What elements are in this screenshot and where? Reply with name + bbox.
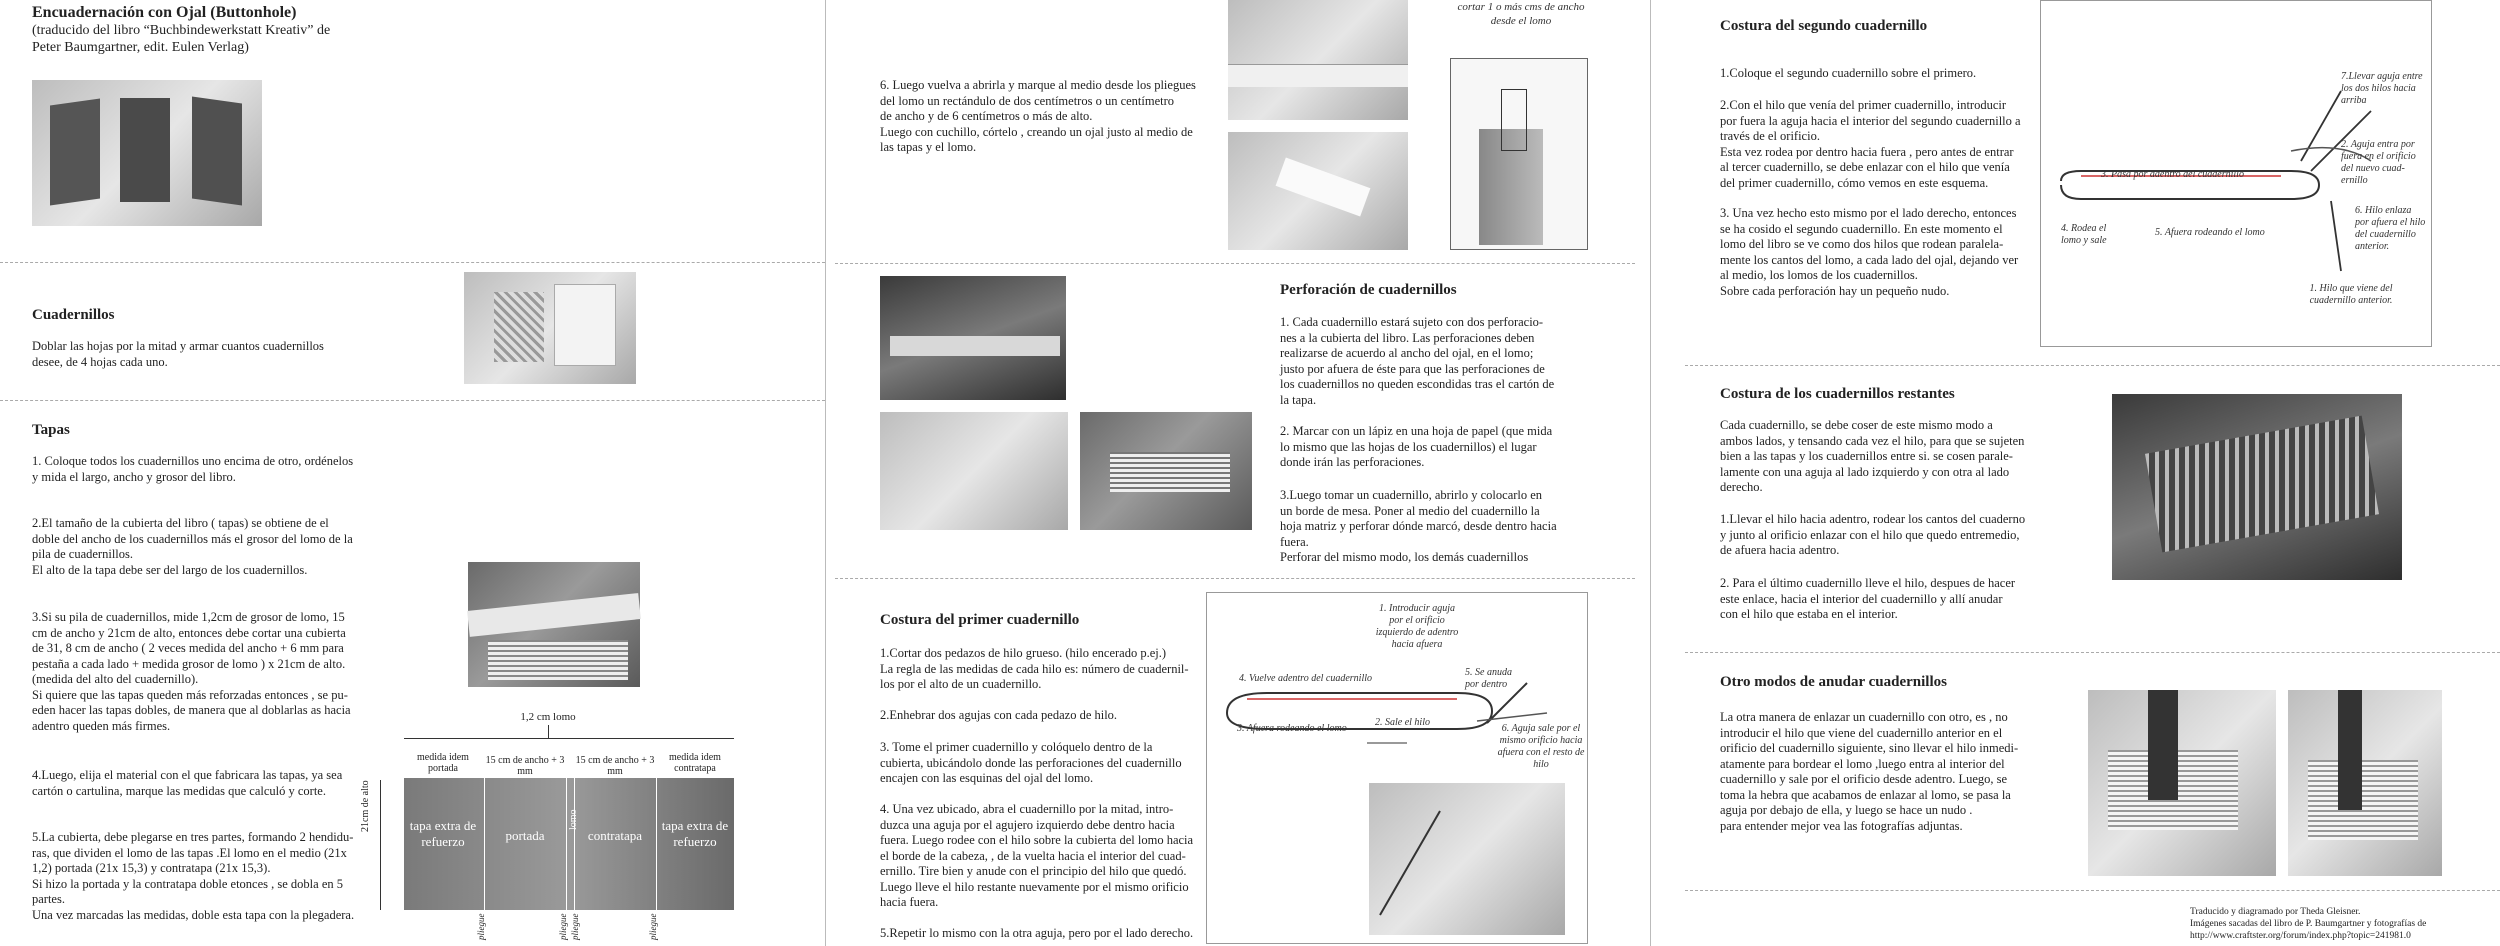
text-line: 1. Cada cuadernillo estará sujeto con dos perforacio- <box>1280 315 1544 329</box>
dim-label: 15 cm de ancho + 3 mm <box>575 755 655 777</box>
panel-label: tapa extra de refuerzo <box>661 818 729 849</box>
height-label: 21cm de alto <box>360 780 371 832</box>
text-line: 5.Repetir lo mismo con la otra aguja, pero por el lado derecho. <box>880 926 1194 940</box>
text-line: aguja por debajo de ella, y luego se hace un nudo . <box>1720 803 1973 817</box>
text-line: Si hizo la portada y la contratapa doble etonces , se dobla en 5 <box>32 876 344 891</box>
dimension-line <box>404 738 734 739</box>
text-line: Luego con cuchillo, córtelo , creando un ojal justo al medio de <box>880 124 1193 139</box>
needle-photo <box>1369 783 1565 935</box>
costura2-heading: Costura del segundo cuadernillo <box>1720 18 1928 34</box>
tapas-p5 <box>32 830 452 923</box>
tapas-heading: Tapas <box>32 422 70 438</box>
costura1-p5 <box>880 926 1210 942</box>
text-line: 6. Luego vuelva a abrirla y marque al medio desde los pliegues <box>880 78 1196 92</box>
text-line: La otra manera de enlazar un cuadernillo con otro, es , no <box>1720 710 2008 724</box>
perforacion-heading: Perforación de cuadernillos <box>1280 282 1457 298</box>
text-line: cubierta, ubicándolo donde las perforaciones del cuadernillo <box>880 755 1182 770</box>
text-line: (traducido del libro “Buchbindewerkstatt Kreativ” de <box>32 23 331 38</box>
costura2-p2 <box>1720 98 2050 191</box>
text-line: 6. Aguja sale por el <box>1501 723 1581 734</box>
text-line: nes a la cubierta del libro. Las perforaciones deben <box>1280 330 1535 345</box>
lomo-label: 1,2 cm lomo <box>520 711 576 723</box>
divider <box>0 262 825 263</box>
measuring-ruler-photo <box>468 562 640 687</box>
text-line: 4.Luego, elija el material con el que fabricara las tapas, ya sea <box>32 768 343 782</box>
text-line: hacia fuera. <box>880 895 939 909</box>
text-line: mente los cantos del lomo, a cada lado del ojal, dejando ver <box>1720 252 2019 267</box>
text-line: hoja matriz y perforar dónde marcó, desde dentro hacia <box>1280 519 1557 533</box>
text-line: La regla de las medidas de cada hilo es: número de cuadernil- <box>880 661 1189 676</box>
text-line: fuera en el orificio <box>2341 151 2416 162</box>
divider <box>0 400 825 401</box>
text-line: 2. Marcar con un lápiz en una hoja de papel (que mida <box>1280 424 1553 438</box>
text-line: Doblar las hojas por la mitad y armar cuantos cuadernillos <box>32 339 324 353</box>
ruler-cover-photo <box>1228 0 1408 120</box>
text-line: al medio, los lomos de los cuadernillos. <box>1720 268 1918 282</box>
otro-heading: Otro modos de anudar cuadernillos <box>1720 674 1947 690</box>
cover-cut-diagram <box>1450 58 1588 250</box>
page-title: Encuadernación con Ojal (Buttonhole) <box>32 4 297 21</box>
text-line: 1. Hilo que viene del <box>2309 283 2393 294</box>
text-line: las tapas y el lomo. <box>880 140 977 154</box>
text-line: Cada cuadernillo, se debe coser de este mismo modo a <box>1720 418 1993 432</box>
text-line: los cuadernillos no queden escondidas tras el cartón de <box>1280 377 1555 391</box>
text-line: 5. Se anuda <box>1465 667 1512 678</box>
cuadernillos-heading: Cuadernillos <box>32 307 115 323</box>
knot-photo-2 <box>2288 690 2442 876</box>
text-line: 7.Llevar aguja entre <box>2341 71 2423 82</box>
text-line: por el orificio <box>1389 615 1445 626</box>
text-line: un borde de mesa. Poner al medio del cuadernillo la <box>1280 503 1540 518</box>
text-line: bien a las tapas y los cuadernillos entre si. se cosen parale- <box>1720 449 2013 463</box>
text-line: por afuera el hilo <box>2355 217 2426 228</box>
text-line: http://www.craftster.org/forum/index.php?topic=241981.0 <box>2190 931 2411 941</box>
annotation <box>2341 71 2431 107</box>
text-line: del cuadernillo <box>2355 229 2416 240</box>
text-line: lomo del libro se ve como dos hilos que rodean paralela- <box>1720 237 2004 251</box>
text-line: partes. <box>32 892 65 906</box>
costura1-p3 <box>880 740 1200 787</box>
step6-text <box>880 78 1240 156</box>
column-separator <box>825 0 826 946</box>
cuadernillos-text <box>32 339 412 370</box>
text-line: Luego lleve el hilo restante nuevamente por el mismo orificio <box>880 879 1189 894</box>
sewn-spine-photo <box>2112 394 2402 580</box>
text-line: doble del ancho de los cuadernillos más el grosor del lomo de la <box>32 531 353 546</box>
perforacion-p3 <box>1280 488 1600 566</box>
text-line: Traducido y diagramado por Theda Gleisner. <box>2190 907 2361 917</box>
text-line: hacia afuera <box>1391 639 1443 650</box>
text-line: cuadernillo anterior. <box>2309 295 2393 306</box>
text-line: cuadernillo y sale por el orificio desde adentro. Luego, se <box>1720 772 2008 786</box>
text-line: 1.Coloque el segundo cuadernillo sobre el primero. <box>1720 66 1977 80</box>
text-line: se ha cosido el segundo cuadernillo. En este momento el <box>1720 221 2003 236</box>
text-line: el borde de la cabeza, , de la vuelta hacia el interior del cuad- <box>880 848 1186 863</box>
annotation <box>1491 723 1591 771</box>
text-line: izquierdo de adentro <box>1375 627 1459 638</box>
text-line: de 31, 8 cm de ancho ( 2 veces medida del ancho + 6 mm para <box>32 641 344 655</box>
tapas-p1 <box>32 454 452 485</box>
panel-label: tapa extra de refuerzo <box>409 818 477 849</box>
text-line: arriba <box>2341 95 2367 106</box>
costura2-p1 <box>1720 66 2040 82</box>
text-line: (medida del alto del cuadernillo). <box>32 672 199 686</box>
annotation <box>1367 603 1467 651</box>
annotation: 3. Afuera rodeando el lomo <box>1237 723 1347 734</box>
text-line: adentro queden más firmes. <box>32 718 171 733</box>
fold-label: pliegue <box>570 913 580 940</box>
text-line: 3.Si su pila de cuadernillos, mide 1,2cm de grosor de lomo, 15 <box>32 610 345 624</box>
text-line: justo por afuera de éste para que las perforaciones de <box>1280 361 1545 376</box>
cut-caption <box>1436 0 1606 28</box>
otro-p1 <box>1720 710 2050 834</box>
column-separator <box>1650 0 1651 946</box>
text-line: 1.Cortar dos pedazos de hilo grueso. (hilo encerado p.ej.) <box>880 646 1167 660</box>
text-line: mismo orificio hacia <box>1499 735 1583 746</box>
text-line: del primer cuadernillo, cómo vemos en este esquema. <box>1720 175 1989 190</box>
text-line: la tapa. <box>1280 392 1317 407</box>
tapas-p2 <box>32 516 452 578</box>
text-line: lo mismo que las hojas de los cuadernillos) el lugar <box>1280 439 1537 454</box>
text-line: cm de ancho y 21cm de alto, entonces debe cortar una cubierta <box>32 625 346 640</box>
annotation <box>2341 139 2431 187</box>
lomo-pointer <box>548 725 549 738</box>
text-line: realizarse de acuerdo al ancho del ojal, en el lomo; <box>1280 346 1534 360</box>
panel-label: lomo <box>568 809 579 830</box>
perforation-photo <box>880 276 1066 400</box>
subtitle <box>32 22 330 56</box>
text-line: orificio del cuadernillo siguiente, sino llevar el hilo inmedi- <box>1720 741 2019 755</box>
divider <box>1685 890 2500 891</box>
costura1-heading: Costura del primer cuadernillo <box>880 612 1080 628</box>
credits <box>2190 906 2426 942</box>
text-line: Peter Baumgartner, edit. Eulen Verlag) <box>32 40 249 55</box>
text-line: desee, de 4 hojas cada uno. <box>32 354 168 369</box>
text-line: ras, que dividen el lomo de las tapas .El lomo en el medio (21x <box>32 845 347 860</box>
text-line: anterior. <box>2355 241 2390 252</box>
restantes-heading: Costura de los cuadernillos restantes <box>1720 386 1955 402</box>
text-line: atamente para bordear el lomo ,luego entra al interior del <box>1720 756 2005 771</box>
text-line: pila de cuadernillos. <box>32 547 134 561</box>
text-line: de afuera hacia adentro. <box>1720 543 1840 557</box>
text-line: lomo y sale <box>2061 235 2107 246</box>
text-line: cartón o cartulina, marque las medidas que calculó y corte. <box>32 783 326 798</box>
text-line: y mida el largo, ancho y grosor del libro. <box>32 469 236 484</box>
annotation: 3. Pasa por adentro del cuadernillo <box>2101 169 2244 180</box>
text-line: Esta vez rodea por dentro hacia fuera , pero antes de entrar <box>1720 144 2014 159</box>
text-line: donde irán las perforaciones. <box>1280 455 1425 469</box>
dim-label: medida idem portada <box>417 752 469 774</box>
annotation <box>1465 667 1525 691</box>
text-line: El alto de la tapa debe ser del largo de los cuadernillos. <box>32 562 308 577</box>
awl-photo <box>1080 412 1252 530</box>
annotation: 4. Vuelve adentro del cuadernillo <box>1239 673 1373 684</box>
text-line: 1. Coloque todos los cuadernillos uno encima de otro, ordénelos <box>32 454 354 468</box>
height-line <box>380 780 381 910</box>
text-line: 3. Una vez hecho esto mismo por el lado derecho, entonces <box>1720 206 2017 220</box>
text-line: toma la hebra que acabamos de enlazar al lomo, se pasa la <box>1720 787 2011 802</box>
text-line: 2.El tamaño de la cubierta del libro ( tapas) se obtiene de el <box>32 516 329 530</box>
text-line: través de el orificio. <box>1720 129 1820 143</box>
text-line: este enlace, hacia el interior del cuadernillo y allí anudar <box>1720 591 2003 606</box>
text-line: del nuevo cuad- <box>2341 163 2405 174</box>
text-line: Perforar del mismo modo, los demás cuadernillos <box>1280 550 1529 564</box>
text-line: cortar 1 o más cms de ancho <box>1457 1 1585 13</box>
text-line: y junto al orificio enlazar con el hilo que quedo entremedio, <box>1720 527 2020 542</box>
perforacion-p2 <box>1280 424 1600 471</box>
text-line: 1,2) portada (21x 15,3) y contratapa (21x 15,3). <box>32 861 271 875</box>
sewing-diagram-1 <box>1206 592 1588 944</box>
fold-label: pliegue <box>648 913 658 940</box>
tapas-p4 <box>32 768 452 799</box>
text-line: 2.Enhebrar dos agujas con cada pedazo de hilo. <box>880 708 1118 722</box>
text-line: eden hacer las tapas dobles, de manera que al doblarlas as hacia <box>32 703 351 717</box>
text-line: por dentro <box>1465 679 1508 690</box>
text-line: introducir el hilo que viene del cuadernillo anterior en el <box>1720 725 2003 740</box>
text-line: lamente con una aguja al lado izquierdo y con otra al lado <box>1720 464 2010 479</box>
text-line: 3.Luego tomar un cuadernillo, abrirlo y colocarlo en <box>1280 488 1543 502</box>
divider <box>1685 652 2500 653</box>
text-line: de ancho y de 6 centímetros o más de alto. <box>880 109 1093 123</box>
text-line: Si quiere que las tapas queden más reforzadas entonces , se pu- <box>32 687 348 702</box>
text-line: para entender mejor vea las fotografías adjuntas. <box>1720 818 1963 833</box>
costura1-p2 <box>880 708 1200 724</box>
dim-label: medida idem contratapa <box>669 752 721 774</box>
annotation <box>2061 223 2121 247</box>
divider <box>835 578 1635 579</box>
text-line: derecho. <box>1720 480 1763 494</box>
text-line: ambos lados, y tensando cada vez el hilo, para que se sujeten <box>1720 433 2025 448</box>
divider <box>835 263 1635 264</box>
costura1-p1 <box>880 646 1200 693</box>
text-line: fuera. <box>1280 534 1309 549</box>
knot-photo-1 <box>2088 690 2276 876</box>
books-photo <box>32 80 262 226</box>
text-line: 1. Introducir aguja <box>1378 603 1455 614</box>
text-line: 3. Tome el primer cuadernillo y colóquelo dentro de la <box>880 740 1153 754</box>
dim-label: 15 cm de ancho + 3 mm <box>485 755 565 777</box>
panel-label: portada <box>505 828 545 843</box>
fold-label: pliegue <box>476 913 486 940</box>
text-line: Imágenes sacadas del libro de P. Baumgartner y fotografías de <box>2190 919 2427 929</box>
folded-sheets-photo <box>464 272 636 384</box>
text-line: Una vez marcadas las medidas, doble esta tapa con la plegadera. <box>32 907 355 922</box>
text-line: 5.La cubierta, debe plegarse en tres partes, formando 2 hendidu- <box>32 830 354 844</box>
text-line: 2.Con el hilo que venía del primer cuadernillo, introducir <box>1720 98 2007 112</box>
text-line: duzca una aguja por el agujero izquierdo debe dentro hacia <box>880 817 1175 832</box>
text-line: fuera. Luego rodee con el hilo sobre la cubierta del lomo hacia <box>880 833 1194 847</box>
panel-label: contratapa <box>587 828 643 843</box>
text-line: 4. Una vez ubicado, abra el cuadernillo por la mitad, intro- <box>880 802 1174 816</box>
annotation: 2. Sale el hilo <box>1375 717 1430 728</box>
text-line: 1.Llevar el hilo hacia adentro, rodear los cantos del cuaderno <box>1720 512 2026 526</box>
text-line: los dos hilos hacia <box>2341 83 2416 94</box>
annotation <box>2355 205 2431 253</box>
text-line: 2. Para el último cuadernillo lleve el hilo, despues de hacer <box>1720 576 2016 590</box>
annotation: 5. Afuera rodeando el lomo <box>2155 227 2265 238</box>
text-line: ernillo <box>2341 175 2368 186</box>
divider <box>1685 365 2500 366</box>
annotation <box>2291 283 2411 307</box>
sewing-diagram-2 <box>2040 0 2432 347</box>
text-line: al tercer cuadernillo, se debe enlazar con el hilo que venía <box>1720 160 2010 174</box>
costura2-p3 <box>1720 206 2050 299</box>
text-line: ernillo. Tire bien y anude con el principio del hilo que quedó. <box>880 864 1187 878</box>
restantes-p1 <box>1720 418 2050 496</box>
restantes-p2 <box>1720 512 2050 559</box>
perforacion-p1 <box>1280 315 1600 408</box>
template-photo <box>880 412 1068 530</box>
text-line: afuera con el resto de hilo <box>1497 747 1585 770</box>
text-line: desde el lomo <box>1490 15 1552 27</box>
text-line: 2. Aguja entra por <box>2341 139 2415 150</box>
text-line: con el hilo que estaba en el interior. <box>1720 607 1898 621</box>
text-line: por fuera la aguja hacia el interior del segundo cuadernillo a <box>1720 113 2021 128</box>
restantes-p3 <box>1720 576 2050 623</box>
fold-label: pliegue <box>558 913 568 940</box>
cut-strip-photo <box>1228 132 1408 250</box>
costura1-p4 <box>880 802 1200 911</box>
tapas-p3 <box>32 610 452 734</box>
text-line: los por el alto de un cuadernillo. <box>880 677 1042 691</box>
text-line: encajen con las esquinas del ojal del lomo. <box>880 771 1094 785</box>
text-line: Sobre cada perforación hay un pequeño nudo. <box>1720 283 1950 298</box>
text-line: 6. Hilo enlaza <box>2355 205 2412 216</box>
text-line: 4. Rodea el <box>2061 223 2107 234</box>
text-line: del lomo un rectándulo de dos centímetros o un centímetro <box>880 93 1175 108</box>
text-line: pestaña a cada lado + medida grosor de lomo ) x 21cm de alto. <box>32 656 346 671</box>
